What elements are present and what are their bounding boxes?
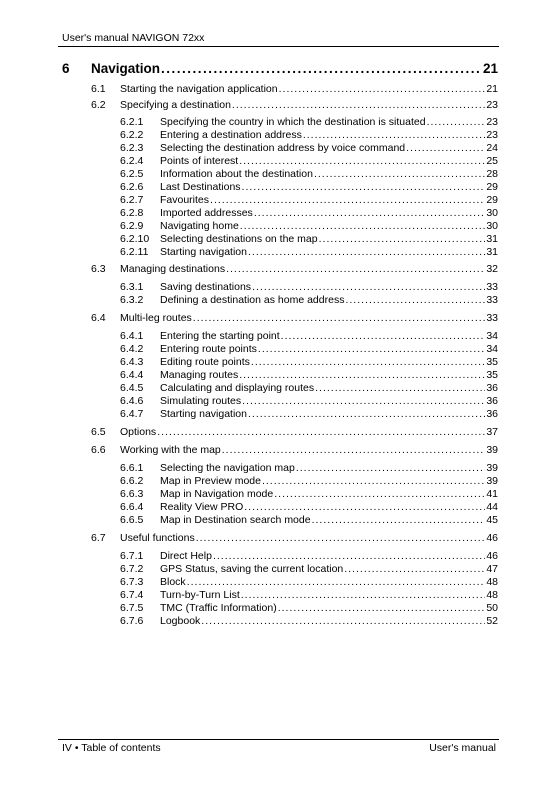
toc-subsection[interactable] [120,116,498,128]
toc-subsection[interactable] [120,246,498,258]
dot-leader [239,155,485,167]
entry-page: 30 [486,207,498,219]
entry-number: 6.4.2 [120,343,144,355]
toc-subsection[interactable] [120,181,498,193]
entry-title: Reality View PRO [160,501,244,513]
footer-right: User's manual [429,742,496,754]
chapter-page: 21 [482,61,498,76]
dot-leader [262,475,485,487]
entry-title: Managing destinations [120,263,226,275]
toc-subsection[interactable] [120,475,498,487]
entry-number: 6.2 [91,99,106,111]
toc-subsection[interactable] [120,330,498,342]
entry-page: 39 [486,462,498,474]
entry-page: 34 [486,330,498,342]
toc-subsection[interactable] [120,168,498,180]
toc-subsection[interactable] [120,563,498,575]
entry-number: 6.2.9 [120,220,144,232]
dot-leader [242,395,485,407]
toc-subsection[interactable] [120,501,498,513]
entry-title: Selecting the navigation map [160,462,295,474]
entry-title: Entering the starting point [160,330,280,342]
entry-number: 6.7.4 [120,589,144,601]
entry-title: Specifying the country in which the destination is situated [160,116,426,128]
entry-title: Multi-leg routes [120,312,192,324]
entry-page: 39 [486,475,498,487]
entry-title: GPS Status, saving the current location [160,563,344,575]
entry-title: Map in Navigation mode [160,488,274,500]
dot-leader [161,61,482,76]
toc-section[interactable] [91,532,498,544]
entry-page: 25 [486,155,498,167]
entry-page: 37 [486,426,498,438]
entry-title: Block [160,576,186,588]
running-header: User's manual NAVIGON 72xx [62,32,205,44]
entry-page: 44 [486,501,498,513]
entry-number: 6.7 [91,532,106,544]
entry-page: 21 [486,83,498,95]
entry-number: 6.4.4 [120,369,144,381]
toc-subsection[interactable] [120,576,498,588]
entry-number: 6.3 [91,263,106,275]
dot-leader [344,563,485,575]
entry-title: Starting the navigation application [120,83,278,95]
entry-number: 6.3.2 [120,294,144,306]
entry-title: Last Destinations [160,181,241,193]
footer-left: IV • Table of contents [62,742,161,754]
entry-title: Simulating routes [160,395,242,407]
entry-page: 41 [486,488,498,500]
entry-title: Selecting the destination address by voice command [160,142,406,154]
toc-subsection[interactable] [120,207,498,219]
dot-leader [406,142,485,154]
entry-page: 46 [486,550,498,562]
dot-leader [240,220,486,232]
entry-page: 31 [486,233,498,245]
toc-subsection[interactable] [120,294,498,306]
entry-number: 6.5 [91,426,106,438]
entry-title: Direct Help [160,550,212,562]
dot-leader [232,99,485,111]
dot-leader [213,550,485,562]
entry-page: 35 [486,356,498,368]
entry-title: Map in Destination search mode [160,514,311,526]
dot-leader [187,576,486,588]
dot-leader [315,382,485,394]
entry-number: 6.2.10 [120,233,150,245]
entry-page: 36 [486,395,498,407]
entry-number: 6.4.3 [120,356,144,368]
entry-number: 6.6.3 [120,488,144,500]
entry-number: 6.7.2 [120,563,144,575]
entry-title: Managing routes [160,369,239,381]
toc-subsection[interactable] [120,408,498,420]
entry-title: Points of interest [160,155,239,167]
dot-leader [296,462,485,474]
footer-rule [58,739,499,740]
toc-subsection[interactable] [120,514,498,526]
dot-leader [312,514,486,526]
entry-number: 6.6 [91,444,106,456]
entry-page: 33 [486,281,498,293]
toc-section[interactable] [91,263,498,275]
toc-section[interactable] [91,99,498,111]
dot-leader [252,281,485,293]
entry-number: 6.2.8 [120,207,144,219]
entry-page: 39 [486,444,498,456]
dot-leader [244,501,485,513]
entry-page: 35 [486,369,498,381]
entry-number: 6.2.1 [120,116,144,128]
dot-leader [242,181,486,193]
entry-number: 6.2.7 [120,194,144,206]
dot-leader [319,233,486,245]
entry-number: 6.2.3 [120,142,144,154]
toc-subsection[interactable] [120,382,498,394]
toc-subsection[interactable] [120,233,498,245]
dot-leader [345,294,485,306]
entry-number: 6.3.1 [120,281,144,293]
dot-leader [278,602,486,614]
dot-leader [226,263,485,275]
entry-page: 45 [486,514,498,526]
entry-page: 31 [486,246,498,258]
entry-page: 33 [486,294,498,306]
dot-leader [303,129,485,141]
toc-subsection[interactable] [120,281,498,293]
entry-page: 28 [486,168,498,180]
toc-section[interactable] [91,444,498,456]
dot-leader [241,589,486,601]
entry-page: 23 [486,116,498,128]
entry-title: Entering route points [160,343,257,355]
entry-number: 6.7.3 [120,576,144,588]
entry-number: 6.2.4 [120,155,144,167]
toc-subsection[interactable] [120,550,498,562]
entry-page: 36 [486,408,498,420]
dot-leader [201,615,485,627]
toc-subsection[interactable] [120,589,498,601]
entry-number: 6.6.4 [120,501,144,513]
dot-leader [248,408,485,420]
toc-subsection[interactable] [120,343,498,355]
dot-leader [258,343,485,355]
toc-subsection[interactable] [120,602,498,614]
entry-title: Logbook [160,615,201,627]
dot-leader [196,532,486,544]
toc-subsection[interactable] [120,220,498,232]
entry-page: 23 [486,129,498,141]
entry-title: Navigating home [160,220,239,232]
entry-title: Turn-by-Turn List [160,589,240,601]
toc-section[interactable] [91,83,498,95]
dot-leader [254,207,486,219]
dot-leader [314,168,485,180]
dot-leader [248,246,485,258]
entry-title: Map in Preview mode [160,475,261,487]
toc-subsection[interactable] [120,488,498,500]
entry-title: Saving destinations [160,281,252,293]
entry-page: 46 [486,532,498,544]
entry-title: Working with the map [120,444,221,456]
entry-number: 6.2.2 [120,129,144,141]
entry-page: 32 [486,263,498,275]
entry-title: Specifying a destination [120,99,231,111]
entry-number: 6.6.2 [120,475,144,487]
entry-page: 47 [486,563,498,575]
entry-page: 52 [486,615,498,627]
entry-title: Imported addresses [160,207,253,219]
entry-number: 6.4.1 [120,330,144,342]
toc-subsection[interactable] [120,194,498,206]
chapter-title: Navigation [91,61,161,76]
entry-title: TMC (Traffic Information) [160,602,277,614]
entry-title: Starting navigation [160,246,247,258]
dot-leader [157,426,485,438]
entry-number: 6.2.11 [120,246,149,258]
entry-title: Defining a destination as home address [160,294,345,306]
entry-number: 6.4 [91,312,106,324]
entry-page: 24 [486,142,498,154]
entry-page: 36 [486,382,498,394]
dot-leader [279,83,486,95]
toc-subsection[interactable] [120,615,498,627]
dot-leader [274,488,485,500]
toc-subsection[interactable] [120,356,498,368]
toc-subsection[interactable] [120,129,498,141]
entry-title: Information about the destination [160,168,313,180]
dot-leader [193,312,486,324]
entry-title: Entering a destination address [160,129,302,141]
toc-chapter[interactable] [62,61,498,76]
header-rule [58,46,499,47]
toc-subsection[interactable] [120,462,498,474]
dot-leader [427,116,486,128]
entry-title: Favourites [160,194,210,206]
dot-leader [210,194,485,206]
entry-number: 6.4.7 [120,408,144,420]
dot-leader [222,444,486,456]
toc-section[interactable] [91,312,498,324]
entry-title: Useful functions [120,532,195,544]
entry-page: 30 [486,220,498,232]
entry-page: 50 [486,602,498,614]
entry-number: 6.4.6 [120,395,144,407]
dot-leader [281,330,486,342]
entry-number: 6.7.1 [120,550,144,562]
entry-number: 6.1 [91,83,106,95]
entry-page: 48 [486,576,498,588]
toc-subsection[interactable] [120,142,498,154]
dot-leader [251,356,485,368]
entry-title: Calculating and displaying routes [160,382,315,394]
entry-number: 6.4.5 [120,382,144,394]
entry-number: 6.7.5 [120,602,144,614]
entry-page: 33 [486,312,498,324]
entry-page: 34 [486,343,498,355]
entry-title: Selecting destinations on the map [160,233,318,245]
toc-subsection[interactable] [120,395,498,407]
toc-subsection[interactable] [120,369,498,381]
entry-number: 6.2.5 [120,168,144,180]
entry-number: 6.6.1 [120,462,144,474]
entry-page: 29 [486,181,498,193]
entry-title: Options [120,426,157,438]
chapter-number: 6 [62,61,70,76]
entry-number: 6.6.5 [120,514,144,526]
dot-leader [239,369,485,381]
entry-page: 23 [486,99,498,111]
entry-title: Starting navigation [160,408,247,420]
toc-section[interactable] [91,426,498,438]
toc-subsection[interactable] [120,155,498,167]
entry-number: 6.7.6 [120,615,144,627]
entry-page: 29 [486,194,498,206]
entry-number: 6.2.6 [120,181,144,193]
entry-title: Editing route points [160,356,250,368]
entry-page: 48 [486,589,498,601]
